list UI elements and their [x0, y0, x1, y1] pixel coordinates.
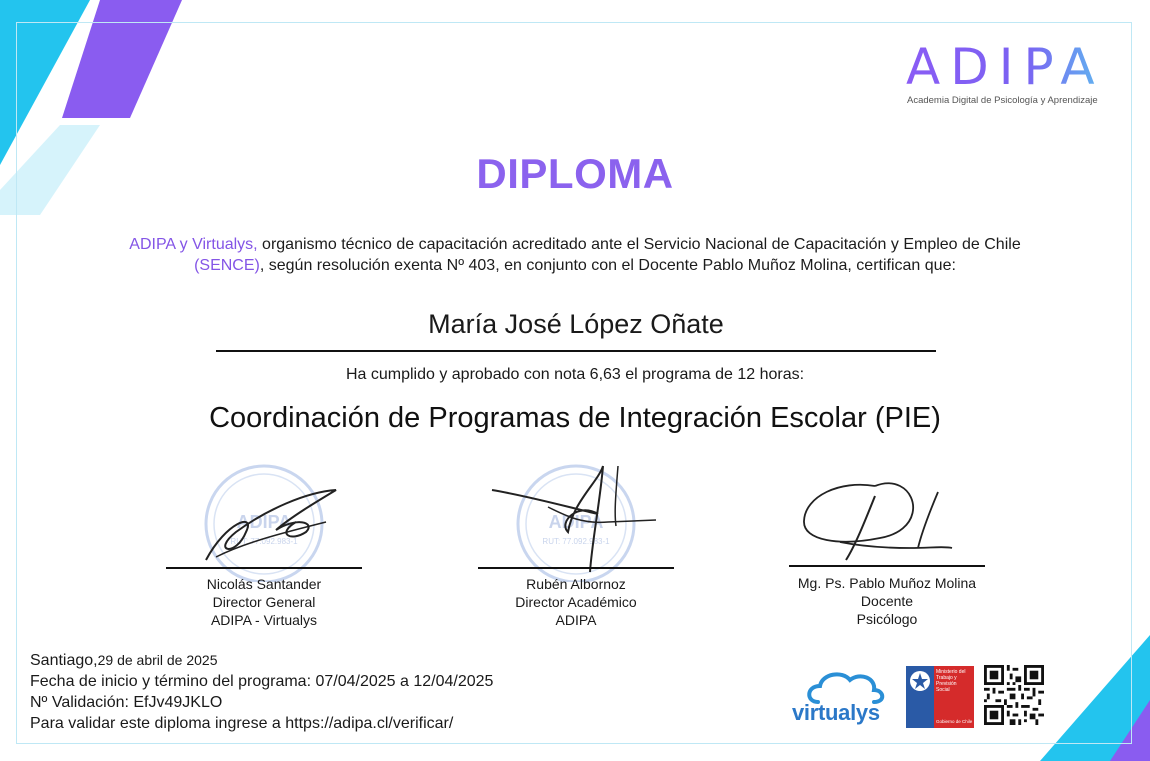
intro-org: ADIPA y Virtualys, [129, 236, 258, 253]
signatory-3-org: Psicólogo [856, 611, 918, 627]
validation-code: Nº Validación: EfJv49JKLO [30, 694, 223, 711]
signature-stamp-1 [196, 462, 356, 582]
signatory-1 [149, 575, 379, 629]
signature-line-3 [789, 565, 985, 567]
coat-of-arms-icon [909, 670, 931, 692]
ministry-line-4: Social [936, 687, 950, 693]
signatory-2 [461, 575, 691, 629]
ministry-logo [906, 666, 974, 728]
intro-sence: (SENCE) [194, 257, 260, 274]
ministry-gov: Gobierno de Chile [936, 719, 973, 724]
signatory-1-role: Director General [212, 594, 316, 610]
virtualys-wordmark: virtualys [792, 700, 880, 725]
ministry-line-1: Ministerio del [936, 669, 966, 675]
signatory-3-name: Mg. Ps. Pablo Muñoz Molina [797, 575, 977, 591]
approval-text [0, 366, 1150, 384]
signature-3 [800, 476, 960, 566]
stamp-text-1: ADIPA [236, 512, 292, 532]
logo-wordmark: ADIPA [906, 38, 1105, 96]
signatory-1-name: Nicolás Santander [206, 576, 322, 592]
signatory-3 [772, 574, 1002, 628]
adipa-logo [900, 38, 1120, 110]
qr-code[interactable] [984, 665, 1044, 725]
logo-subtitle: Academia Digital de Psicología y Aprendizaje [907, 95, 1098, 106]
virtualys-logo [790, 666, 900, 726]
intro-text-2: , según resolución exenta Nº 403, en conjunto con el Docente Pablo Muñoz Molina, certifican que: [259, 257, 956, 274]
signatory-2-org: ADIPA [555, 612, 597, 628]
diploma-footer [30, 650, 493, 734]
intro-text-1: organismo técnico de capacitación acreditado ante el Servicio Nacional de Capacitación y Empleo de Chile [257, 236, 1021, 253]
stamp-rut-1: RUT: 77.092.983-1 [230, 537, 298, 546]
grade: 6,63 [589, 366, 621, 383]
issue-date: 29 de abril de 2025 [97, 652, 218, 668]
issue-place: Santiago, [30, 652, 98, 669]
signatory-1-org: ADIPA - Virtualys [210, 612, 318, 628]
diploma-title: DIPLOMA [476, 150, 674, 197]
ministry-line-3: Previsión [936, 681, 957, 687]
course-title: Coordinación de Programas de Integración Escolar (PIE) [209, 402, 941, 434]
signatory-2-name: Rubén Albornoz [526, 576, 626, 592]
stamp-rut-2: RUT: 77.092.983-1 [542, 537, 610, 546]
signature-stamp-2 [488, 462, 668, 582]
program-dates: Fecha de inicio y término del programa: 07/04/2025 a 12/04/2025 [30, 673, 494, 690]
recipient-underline [216, 350, 936, 352]
approval-suffix: el programa de 12 horas: [620, 366, 805, 383]
issue-place-date [30, 650, 493, 671]
recipient-name: María José López Oñate [428, 309, 724, 339]
signature-line-2 [478, 567, 674, 569]
signature-line-1 [166, 567, 362, 569]
approval-prefix: Ha cumplido y aprobado con nota [345, 366, 590, 383]
signatory-2-role: Director Académico [515, 594, 637, 610]
signatory-3-role: Docente [860, 593, 914, 609]
stamp-text-2: ADIPA [548, 512, 604, 532]
intro-text [95, 234, 1055, 276]
verify-instructions: Para validar este diploma ingrese a https://adipa.cl/verificar/ [30, 715, 454, 732]
ministry-line-2: Trabajo y [936, 675, 957, 681]
